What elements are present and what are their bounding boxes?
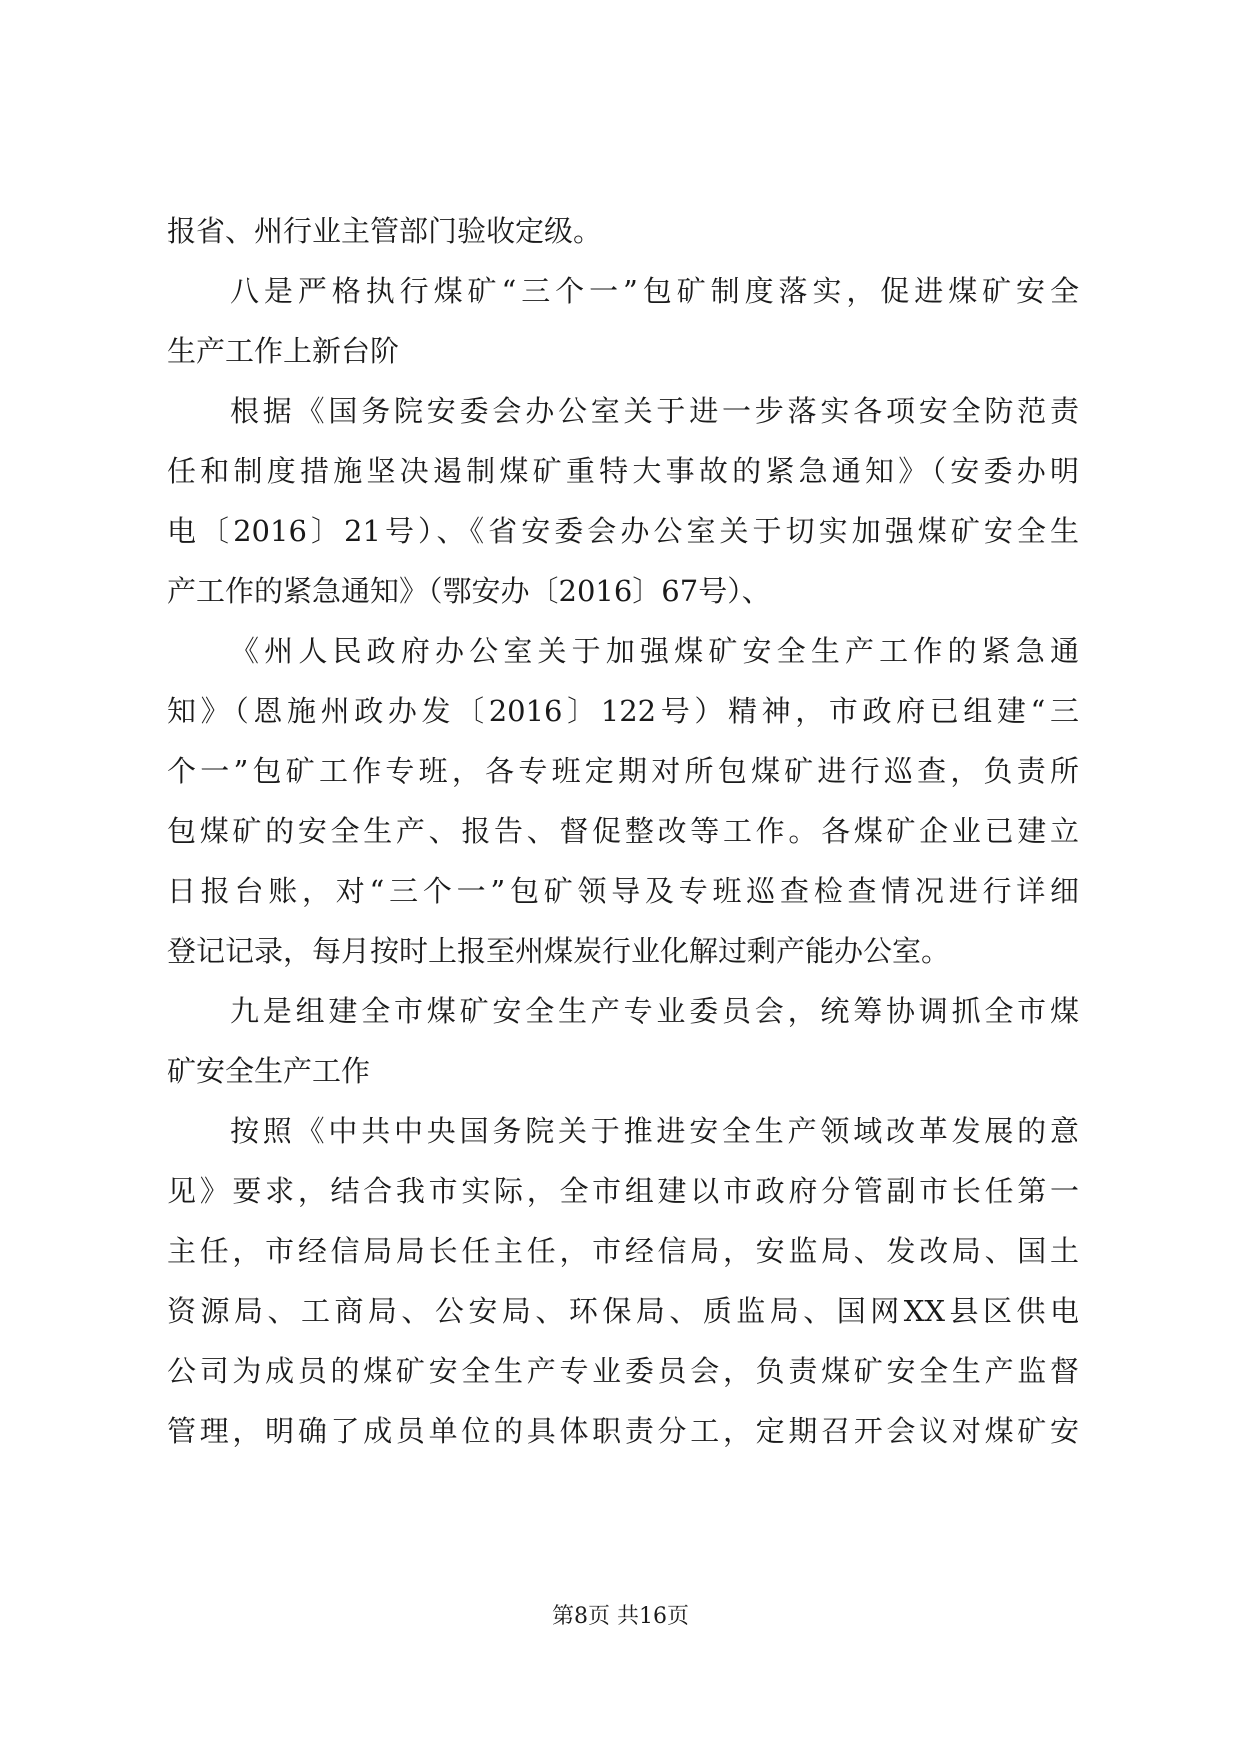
- text-line: 八是严格执行煤矿“三个一”包矿制度落实，促进煤矿安全: [230, 274, 1079, 308]
- text-line: 资源局、工商局、公安局、环保局、质监局、国网XX县区供电: [167, 1294, 1079, 1328]
- text-line: 根据《国务院安委会办公室关于进一步落实各项安全防范责: [230, 394, 1079, 428]
- text-line: 《州人民政府办公室关于加强煤矿安全生产工作的紧急通: [230, 634, 1079, 668]
- text-line: 生产工作上新台阶: [167, 334, 400, 368]
- text-line: 主任，市经信局局长任主任，市经信局，安监局、发改局、国土: [167, 1234, 1079, 1268]
- text-line: 电〔2016〕21号）、《省安委会办公室关于切实加强煤矿安全生: [167, 514, 1079, 548]
- text-line: 矿安全生产工作: [167, 1054, 371, 1088]
- text-line: 产工作的紧急通知》（鄂安办〔2016〕67号）、: [167, 574, 771, 608]
- page-footer: 第8页 共16页: [552, 1604, 689, 1629]
- text-line: 九是组建全市煤矿安全生产专业委员会，统筹协调抓全市煤: [230, 994, 1079, 1028]
- text-line: 见》要求，结合我市实际，全市组建以市政府分管副市长任第一: [167, 1174, 1079, 1208]
- text-line: 登记记录，每月按时上报至州煤炭行业化解过剩产能办公室。: [167, 934, 951, 968]
- text-line: 知》（恩施州政办发〔2016〕122号）精神，市政府已组建“三: [167, 694, 1079, 728]
- text-line: 管理，明确了成员单位的具体职责分工，定期召开会议对煤矿安: [167, 1414, 1079, 1448]
- text-line: 按照《中共中央国务院关于推进安全生产领域改革发展的意: [230, 1114, 1079, 1148]
- text-line: 公司为成员的煤矿安全生产专业委员会，负责煤矿安全生产监督: [167, 1354, 1079, 1388]
- text-line: 报省、州行业主管部门验收定级。: [167, 214, 603, 248]
- text-line: 包煤矿的安全生产、报告、督促整改等工作。各煤矿企业已建立: [167, 814, 1079, 848]
- text-line: 任和制度措施坚决遏制煤矿重特大事故的紧急通知》（安委办明: [167, 454, 1079, 488]
- text-line: 日报台账，对“三个一”包矿领导及专班巡查检查情况进行详细: [167, 874, 1079, 908]
- text-line: 个一”包矿工作专班，各专班定期对所包煤矿进行巡查，负责所: [167, 754, 1079, 788]
